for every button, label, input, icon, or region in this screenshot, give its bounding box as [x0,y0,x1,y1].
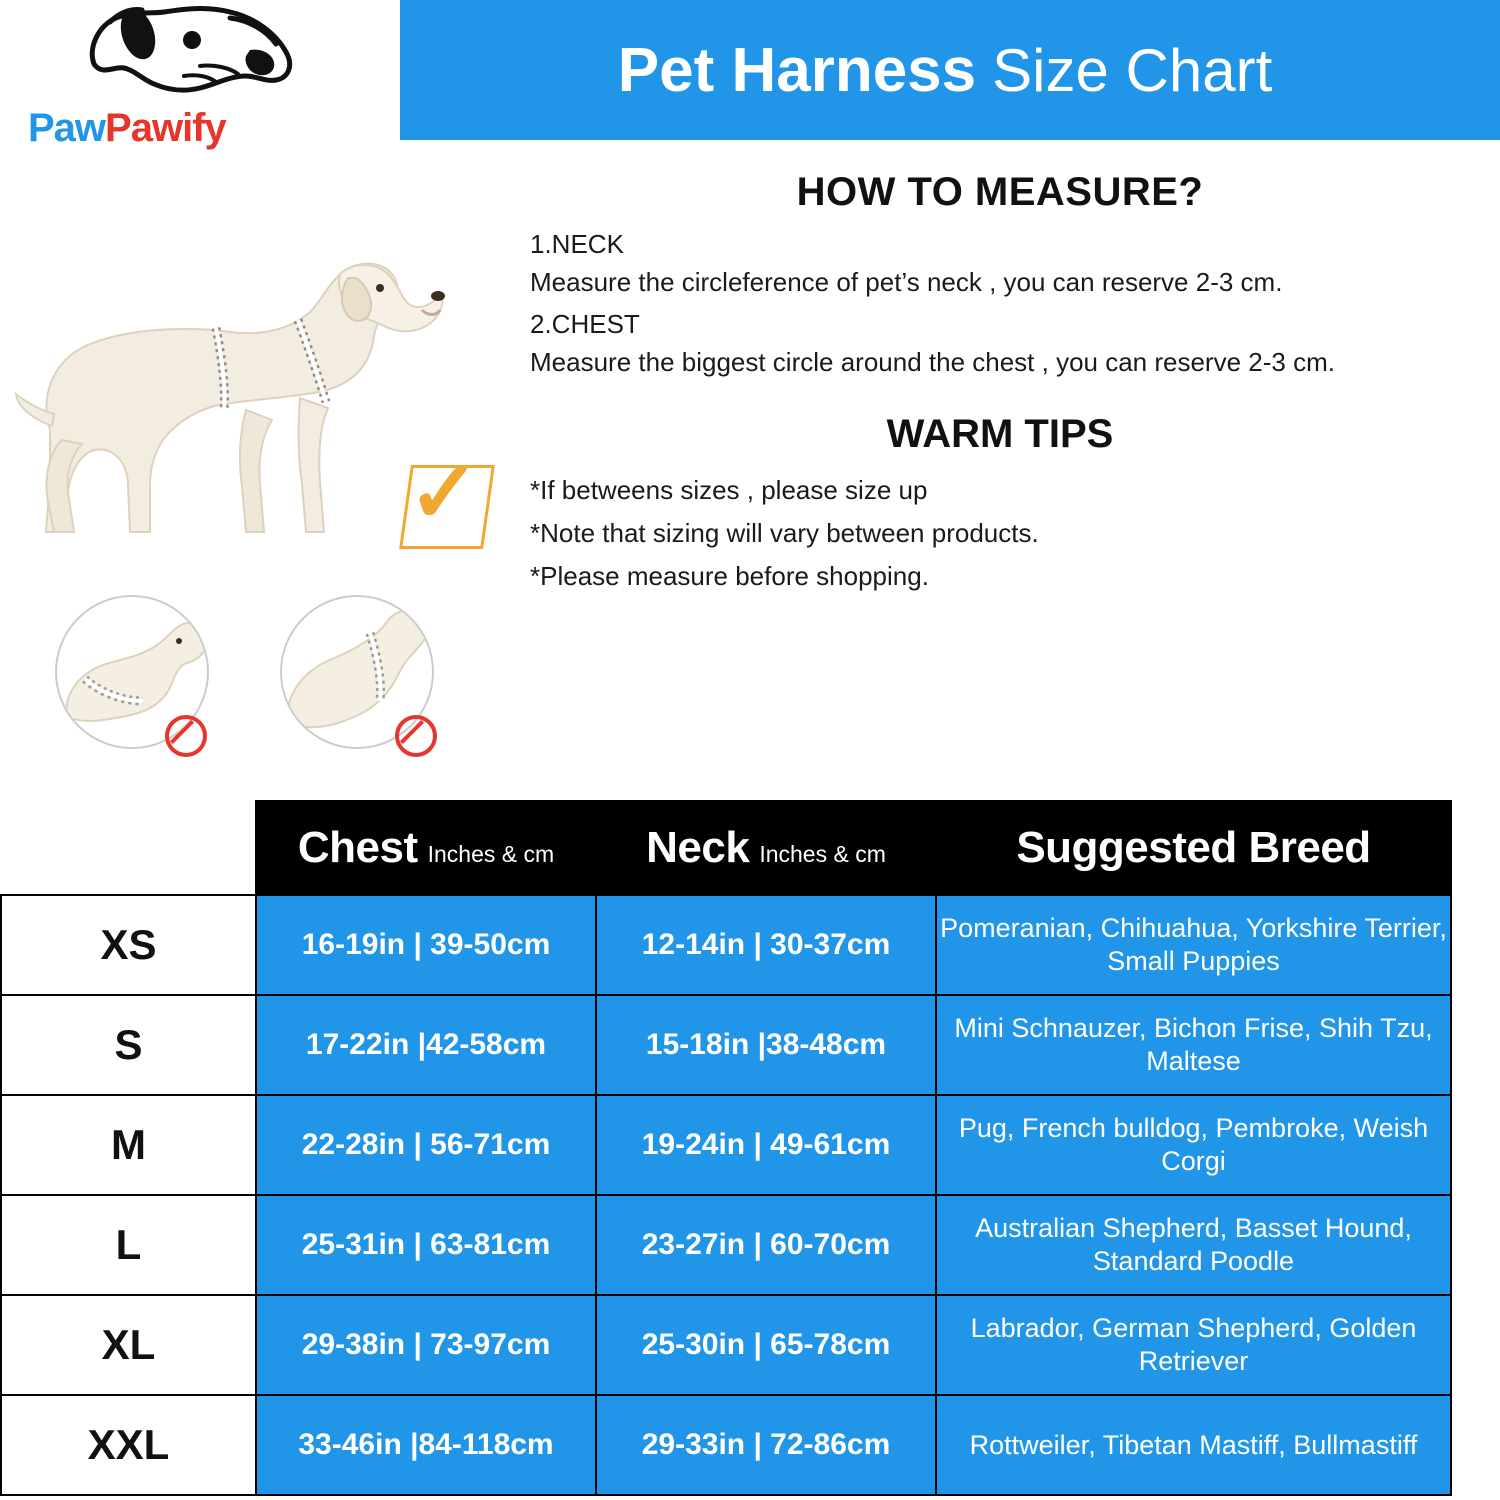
page-title-bold: Pet Harness [617,35,977,105]
row-breed-m: Pug, French bulldog, Pembroke, Weish Corgi [936,1095,1451,1195]
row-chest-xl: 29-38in | 73-97cm [256,1295,596,1395]
row-chest-xxl: 33-46in |84-118cm [256,1395,596,1495]
table-row [1,1195,1451,1295]
row-size-xs: XS [1,895,256,995]
illustration-panel [0,140,520,790]
row-neck-s: 15-18in |38-48cm [596,995,936,1095]
brand-logo [20,4,320,151]
dog-head-icon [80,4,300,114]
warm-tips-title: WARM TIPS [886,412,1114,456]
table-header-chest [256,801,596,895]
prohibited-icon-2 [395,715,437,757]
row-size-xl: XL [1,1295,256,1395]
row-breed-xs: Pomeranian, Chihuahua, Yorkshire Terrier, Small Puppies [936,895,1451,995]
brand-name-part2: Pawify [105,106,226,150]
table-header-chest-units: Inches & cm [427,841,555,867]
golden-retriever-illustration [10,240,470,570]
table-header-breed [936,801,1451,895]
row-breed-s: Mini Schnauzer, Bichon Frise, Shih Tzu, Maltese [936,995,1451,1095]
instructions-text-panel [520,140,1500,790]
prohibited-icon-1 [165,715,207,757]
check-mark-icon: ✓ [408,445,481,541]
table-row [1,1395,1451,1495]
measure-step-1-text: Measure the circleference of pet’s neck , you can reserve 2-3 cm. [530,267,1283,297]
row-chest-s: 17-22in |42-58cm [256,995,596,1095]
row-breed-xl: Labrador, German Shepherd, Golden Retriever [936,1295,1451,1395]
table-row [1,995,1451,1095]
table-row [1,1295,1451,1395]
brand-name-part1: Paw [28,106,106,150]
how-to-measure-title: HOW TO MEASURE? [796,170,1204,214]
row-neck-m: 19-24in | 49-61cm [596,1095,936,1195]
table-header-neck-label: Neck [646,823,750,872]
row-neck-xl: 25-30in | 65-78cm [596,1295,936,1395]
warm-tip-2: *Note that sizing will vary between products. [530,518,1039,548]
row-breed-xxl: Rottweiler, Tibetan Mastiff, Bullmastiff [936,1395,1451,1495]
page-header [0,0,1500,150]
brand-logo-zone [0,0,400,150]
row-neck-l: 23-27in | 60-70cm [596,1195,936,1295]
row-breed-l: Australian Shepherd, Basset Hound, Standard Poodle [936,1195,1451,1295]
table-header-row [1,801,1451,895]
row-chest-l: 25-31in | 63-81cm [256,1195,596,1295]
measure-step-2-text: Measure the biggest circle around the chest , you can reserve 2-3 cm. [530,346,1335,377]
warm-tip-1: *If betweens sizes , please size up [530,475,928,505]
table-header-size [1,801,256,895]
row-size-l: L [1,1195,256,1295]
row-chest-m: 22-28in | 56-71cm [256,1095,596,1195]
measure-step-1-label: 1.NECK [530,229,624,259]
table-header-neck [596,801,936,895]
page-title-light: Size Chart [992,36,1273,104]
instructions-section [0,140,1500,790]
page-title-bar [400,0,1500,140]
row-size-xxl: XXL [1,1395,256,1495]
row-chest-xs: 16-19in | 39-50cm [256,895,596,995]
warm-tip-3: *Please measure before shopping. [530,561,929,591]
row-size-s: S [1,995,256,1095]
row-size-m: M [1,1095,256,1195]
row-neck-xxl: 29-33in | 72-86cm [596,1395,936,1495]
table-header-breed-label: Suggested Breed [1016,823,1371,872]
size-chart-table [0,800,1452,1496]
table-row [1,1095,1451,1195]
row-neck-xs: 12-14in | 30-37cm [596,895,936,995]
table-row [1,895,1451,995]
table-header-neck-units: Inches & cm [759,841,886,867]
size-chart-table-wrap [0,800,1500,1496]
table-header-chest-label: Chest [297,823,418,872]
measure-step-2-label: 2.CHEST [530,308,640,339]
